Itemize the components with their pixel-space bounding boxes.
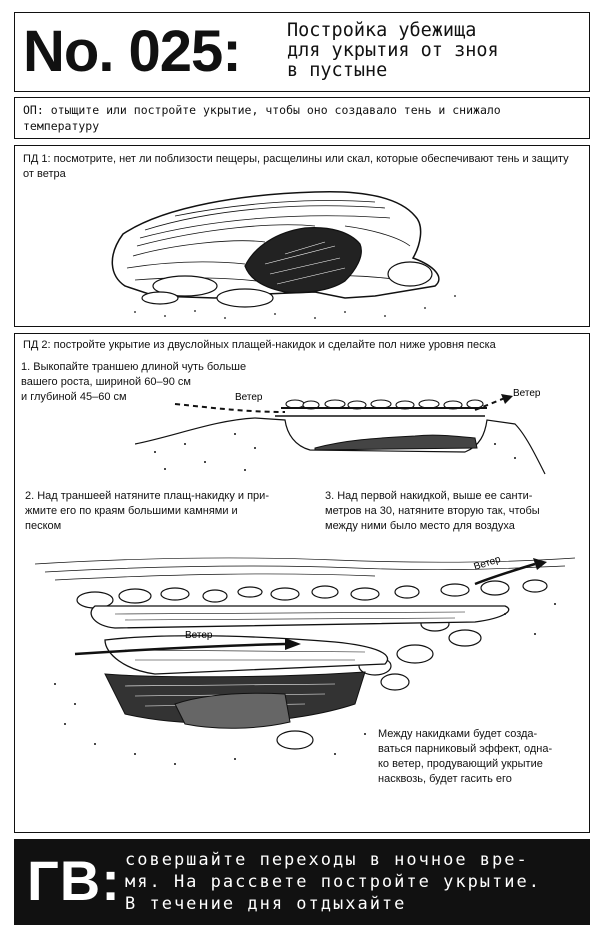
substep3-line: между ними было место для воздуха xyxy=(325,520,515,532)
substep2-line: 2. Над траншеей натяните плащ-накидку и при- xyxy=(25,490,269,502)
note-line: Между накидками будет созда- xyxy=(378,728,538,740)
trench-diagram xyxy=(135,374,555,484)
substep3-line: 3. Над первой накидкой, выше ее санти- xyxy=(325,490,533,502)
objective-box xyxy=(14,97,590,139)
rule-label: ГВ: xyxy=(27,849,121,912)
substep1-line: вашего роста, шириной 60–90 см xyxy=(21,376,191,388)
substep2-line: песком xyxy=(25,520,62,532)
note-line: ваться парниковый эффект, одна- xyxy=(378,743,553,755)
cave-opening xyxy=(245,228,361,293)
rule-line: совершайте переходы в ночное вре- xyxy=(125,850,529,870)
wind-label-lower-top: Ветер xyxy=(472,554,503,573)
substep3-line: метров на 30, натяните вторую так, чтобы xyxy=(325,505,540,517)
step1-panel xyxy=(14,145,590,327)
note-line: насквозь, будет гасить его xyxy=(378,773,512,785)
title-line: для укрытия от зноя xyxy=(287,40,499,61)
substep3-text xyxy=(325,489,540,534)
note-line: ко ветер, продувающий укрытие xyxy=(378,758,543,770)
step1-text: ПД 1: посмотрите, нет ли поблизости пещеры, расщелины или скал, которые обеспечивают тень и защиту от ветра xyxy=(23,153,569,180)
cave-illustration xyxy=(15,146,591,328)
title-line: в пустыне xyxy=(287,60,388,81)
step2-panel xyxy=(14,333,590,833)
substep2-line: жмите его по краям большими камнями и xyxy=(25,505,238,517)
objective-text: ОП: отыщите или постройте укрытие, чтобы оно создавало тень и снижало температуру xyxy=(23,103,501,133)
shelter-illustration xyxy=(35,554,575,784)
wind-label-right: Ветер xyxy=(513,388,541,399)
rule-text xyxy=(125,849,585,915)
header-box xyxy=(14,12,590,92)
substep2-text xyxy=(25,489,269,534)
substep1-line: 1. Выкопайте траншею длиной чуть больше xyxy=(21,361,247,373)
main-rule-box xyxy=(14,839,590,925)
title-line: Постройка убежища xyxy=(287,20,477,41)
wind-label-lower-mid: Ветер xyxy=(185,630,213,641)
wind-arrow-left xyxy=(175,404,285,412)
rule-line: мя. На рассвете постройте укрытие. xyxy=(125,872,541,892)
substep1-line: и глубиной 45–60 см xyxy=(21,391,127,403)
rule-line: В течение дня отдыхайте xyxy=(125,894,407,914)
entry-number: No. 025: xyxy=(23,19,241,84)
wind-label-left: Ветер xyxy=(235,392,263,403)
page-title xyxy=(287,21,587,81)
step2-heading: ПД 2: постройте укрытие из двуслойных плащей-накидок и сделайте пол ниже уровня песка xyxy=(23,339,496,351)
